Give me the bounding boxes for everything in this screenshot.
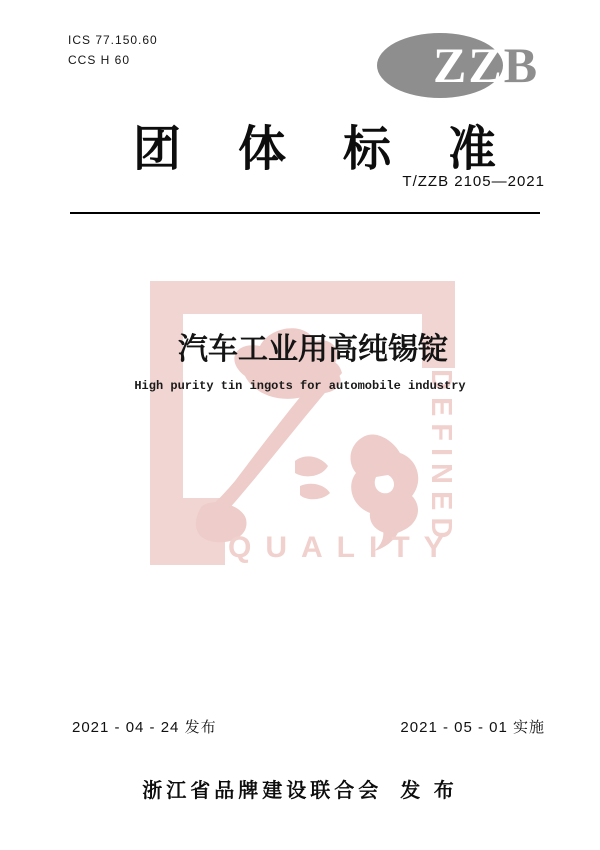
seal-quality-label: QUALITY — [228, 531, 458, 564]
header-rule — [70, 212, 540, 214]
publisher-name: 浙江省品牌建设联合会 — [142, 780, 383, 802]
zzb-logo-zz: ZZ — [433, 37, 504, 93]
zzb-logo-b: B — [503, 37, 540, 93]
seal-defined-label: DEFINED — [425, 369, 457, 546]
implement-date: 2021 - 05 - 01 实施 — [400, 719, 545, 736]
standard-number: T/ZZB 2105—2021 — [402, 173, 545, 190]
publisher-line — [0, 774, 600, 803]
classification-codes — [68, 30, 158, 70]
zzb-logo-text — [433, 31, 539, 99]
ics-code: ICS 77.150.60 — [68, 33, 158, 47]
issue-date: 2021 - 04 - 24 发布 — [72, 719, 217, 736]
standard-title-chinese: 汽车工业用高纯锡锭 — [178, 333, 448, 366]
standard-title-english: High purity tin ingots for automobile industry — [134, 379, 466, 393]
ccs-code: CCS H 60 — [68, 53, 131, 67]
publish-action: 发 布 — [400, 780, 458, 802]
doc-type-heading: 团体标准 — [133, 123, 554, 176]
